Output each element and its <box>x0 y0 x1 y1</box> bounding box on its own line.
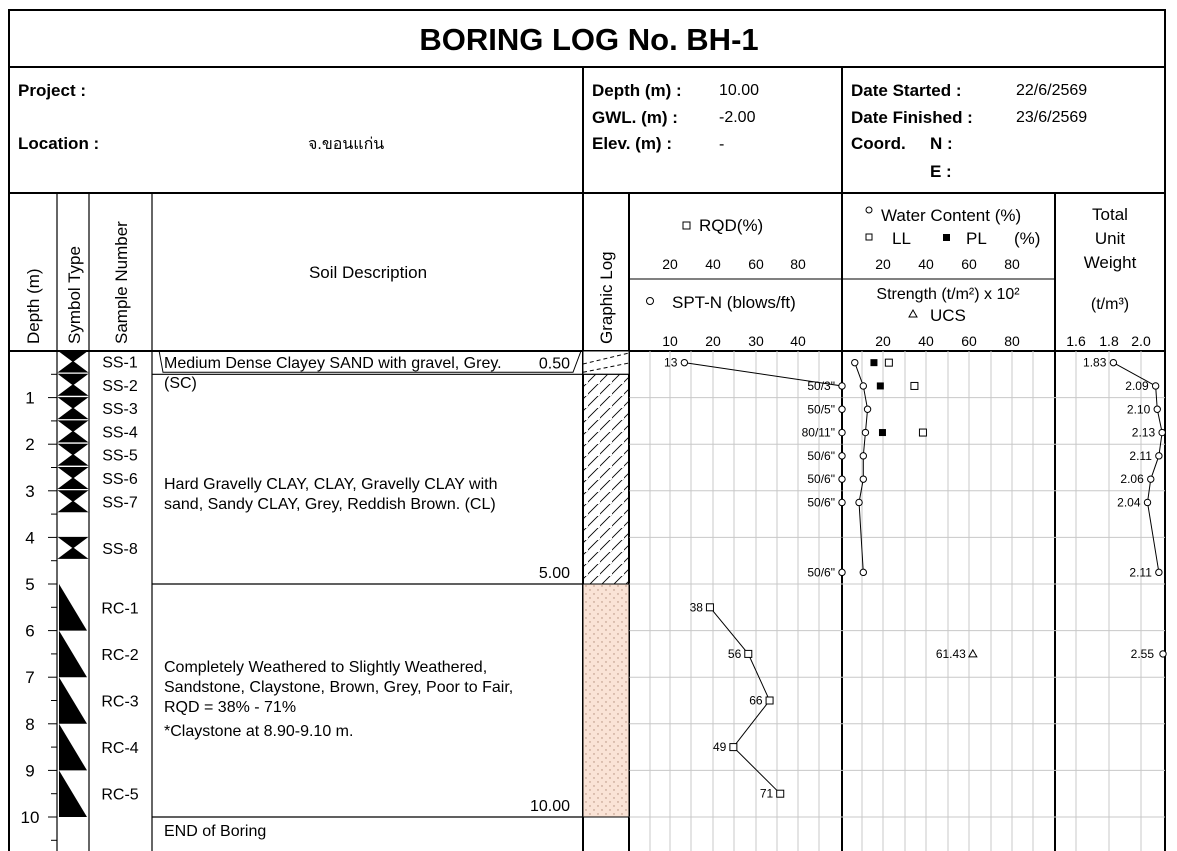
data-point <box>860 476 866 482</box>
gwl-label: GWL. (m) : <box>592 108 678 127</box>
depth-scale <box>21 374 57 840</box>
unit-weight-title-1: Total <box>1092 205 1128 224</box>
sample-number: RC-2 <box>101 646 139 664</box>
data-point <box>911 382 918 389</box>
unit-weight-title-2: Unit <box>1094 229 1126 248</box>
depth-tick-label: 2 <box>25 435 35 455</box>
layer-description-line: Medium Dense Clayey SAND with gravel, Grey. <box>164 355 502 372</box>
date-finished-label: Date Finished : <box>851 108 973 127</box>
rock-core-symbol <box>59 631 87 678</box>
graphic-log-sandstone <box>583 584 629 817</box>
tick-label: 80 <box>1004 333 1020 349</box>
rock-core-symbol <box>59 584 87 631</box>
rock-core-symbol <box>59 677 87 724</box>
sample-number: RC-5 <box>101 786 139 804</box>
data-point <box>681 359 687 365</box>
data-label: 38 <box>689 600 703 615</box>
spt-ticks <box>662 333 806 349</box>
tick-label: 60 <box>748 256 764 272</box>
series-line <box>684 363 842 573</box>
sample-number: SS-1 <box>102 354 138 372</box>
data-label: 49 <box>713 740 727 755</box>
data-label: 2.06 <box>1120 472 1144 487</box>
data-point <box>1144 499 1150 505</box>
data-point <box>839 406 845 412</box>
unit-weight-unit: (t/m³) <box>1090 296 1130 313</box>
data-point <box>1160 651 1166 657</box>
tick-label: 20 <box>662 256 678 272</box>
data-point <box>839 453 845 459</box>
data-label: 2.04 <box>1117 495 1141 510</box>
data-label: 50/6" <box>807 565 835 580</box>
elev-value: - <box>719 136 725 153</box>
data-label: 80/11" <box>801 425 835 440</box>
split-spoon-symbol <box>59 421 87 442</box>
date-started-label: Date Started : <box>851 81 962 100</box>
pct-unit: (%) <box>1014 229 1041 248</box>
data-label: 50/6" <box>807 495 835 510</box>
data-point <box>777 790 784 797</box>
data-point <box>969 650 977 657</box>
data-label: 13 <box>664 355 678 370</box>
elev-label: Elev. (m) : <box>592 134 672 153</box>
layer-description-line: Completely Weathered to Slightly Weathered, <box>164 659 488 677</box>
layer-description-line: *Claystone at 8.90-9.10 m. <box>164 723 354 741</box>
data-point <box>1156 453 1162 459</box>
spt-legend: SPT-N (blows/ft) <box>672 293 796 312</box>
data-point <box>870 359 877 366</box>
data-label: 2.11 <box>1129 448 1152 463</box>
split-spoon-symbol <box>59 491 87 512</box>
soil-layers <box>152 350 629 840</box>
data-label: 2.10 <box>1126 402 1151 417</box>
wc-legend: Water Content (%) <box>881 206 1022 225</box>
layer-depth-label: 0.50 <box>538 355 570 373</box>
split-spoon-symbol <box>59 537 87 558</box>
depth-tick-label: 10 <box>20 808 40 827</box>
tick-label: 2.0 <box>1131 333 1151 349</box>
rock-core-symbol <box>59 770 87 817</box>
split-spoon-symbol <box>59 398 87 419</box>
depth-tick-label: 6 <box>25 621 35 641</box>
tick-label: 1.8 <box>1099 333 1119 349</box>
data-label: 50/6" <box>807 448 835 463</box>
data-label: 50/6" <box>807 472 835 487</box>
data-label: 2.13 <box>1131 425 1156 440</box>
date-started-value: 22/6/2569 <box>1016 82 1088 99</box>
ll-legend-square <box>866 234 872 240</box>
data-point <box>877 382 884 389</box>
data-point <box>745 650 752 657</box>
data-point <box>852 359 858 365</box>
project-label: Project : <box>18 81 87 100</box>
tick-label: 40 <box>918 256 934 272</box>
data-point <box>839 499 845 505</box>
rqd-ticks <box>662 256 806 272</box>
header-block <box>18 81 1087 181</box>
strength-ticks <box>875 333 1020 349</box>
depth-tick-label: 9 <box>25 761 35 781</box>
tick-label: 1.6 <box>1066 333 1086 349</box>
data-label: 2.11 <box>1129 565 1152 580</box>
ucs-legend-triangle <box>909 310 917 317</box>
tick-label: 40 <box>918 333 934 349</box>
split-spoon-symbol <box>59 444 87 465</box>
series-line <box>1113 363 1162 573</box>
data-label: 1.83 <box>1083 355 1107 370</box>
depth-value: 10.00 <box>719 82 760 99</box>
location-value: จ.ขอนแก่น <box>308 136 385 153</box>
data-point <box>839 569 845 575</box>
sample-column <box>101 354 138 803</box>
column-headers <box>24 205 1151 349</box>
split-spoon-symbol <box>59 374 87 395</box>
sample-number: SS-5 <box>102 447 138 465</box>
sample-column-header: Sample Number <box>112 221 131 344</box>
data-label: 61.43 <box>935 646 966 661</box>
coord-label: Coord. <box>851 134 906 153</box>
sample-number: RC-1 <box>101 600 139 618</box>
sample-number: SS-3 <box>102 401 138 419</box>
data-label: 2.55 <box>1130 646 1154 661</box>
data-point <box>766 697 773 704</box>
pl-legend-square <box>943 234 950 241</box>
depth-tick-label: 1 <box>25 388 35 408</box>
depth-tick-label: 8 <box>25 714 35 734</box>
data-point <box>1148 476 1154 482</box>
data-label: 2.09 <box>1125 378 1149 393</box>
symbol-column-header: Symbol Type <box>65 246 84 344</box>
layer-description-line: (SC) <box>164 375 197 392</box>
data-point <box>839 476 845 482</box>
data-label: 50/3" <box>807 378 835 393</box>
log-title: BORING LOG No. BH-1 <box>419 22 759 57</box>
wc-legend-circle <box>866 207 872 213</box>
sample-number: SS-7 <box>102 494 138 512</box>
layer-description-line: RQD = 38% - 71% <box>164 699 297 717</box>
strength-legend: Strength (t/m²) x 10² <box>876 286 1020 303</box>
layer-description-line: Sandstone, Claystone, Brown, Grey, Poor to Fair, <box>164 679 514 697</box>
tick-label: 30 <box>748 333 764 349</box>
unit-weight-ticks <box>1066 333 1151 349</box>
depth-tick-label: 7 <box>25 668 35 688</box>
end-of-boring: END of Boring <box>164 823 267 840</box>
ucs-legend: UCS <box>930 306 966 325</box>
depth-tick-label: 4 <box>25 528 35 548</box>
data-point <box>1159 429 1165 435</box>
tick-label: 60 <box>961 333 977 349</box>
depth-column-header: Depth (m) <box>24 268 43 344</box>
sample-number: SS-4 <box>102 424 138 442</box>
tick-label: 20 <box>875 256 891 272</box>
tick-label: 40 <box>705 256 721 272</box>
tick-label: 20 <box>875 333 891 349</box>
coord-e-label: E : <box>930 162 952 181</box>
tick-label: 20 <box>705 333 721 349</box>
data-point <box>864 406 870 412</box>
rqd-legend-square <box>683 222 690 229</box>
sample-number: SS-8 <box>102 540 138 558</box>
data-point <box>862 429 868 435</box>
rock-core-symbol <box>59 724 87 771</box>
data-point <box>860 453 866 459</box>
ll-legend: LL <box>892 229 911 248</box>
data-point <box>839 383 845 389</box>
layer-depth-label: 5.00 <box>538 565 570 582</box>
tick-label: 10 <box>662 333 678 349</box>
tick-label: 80 <box>1004 256 1020 272</box>
data-point <box>856 499 862 505</box>
data-point <box>706 604 713 611</box>
sample-number: RC-3 <box>101 693 139 711</box>
description-column-header: Soil Description <box>308 263 428 282</box>
sample-number: RC-4 <box>101 740 139 758</box>
data-point <box>1110 359 1116 365</box>
depth-tick-label: 5 <box>25 575 35 594</box>
layer-depth-label: 10.00 <box>529 798 570 815</box>
data-point <box>919 429 926 436</box>
series-line <box>855 363 868 573</box>
unit-weight-title-3: Weight <box>1083 253 1137 272</box>
data-point <box>839 429 845 435</box>
plot-series <box>664 356 1166 801</box>
sample-number: SS-2 <box>102 377 138 395</box>
layer-description-line: sand, Sandy CLAY, Grey, Reddish Brown. (CL) <box>164 496 496 514</box>
data-label: 50/5" <box>807 402 835 417</box>
data-point <box>860 569 866 575</box>
wc-ticks <box>875 256 1020 272</box>
gwl-value: -2.00 <box>719 109 756 126</box>
split-spoon-symbol <box>59 351 87 372</box>
date-finished-value: 23/6/2569 <box>1016 109 1088 126</box>
data-point <box>730 744 737 751</box>
data-point <box>860 383 866 389</box>
data-point <box>1152 383 1158 389</box>
symbol-column <box>59 351 87 817</box>
layer-description-line: Hard Gravelly CLAY, CLAY, Gravelly CLAY with <box>164 476 498 494</box>
spt-legend-circle <box>647 298 654 305</box>
split-spoon-symbol <box>59 468 87 489</box>
data-label: 56 <box>727 646 742 661</box>
depth-tick-label: 3 <box>25 481 35 501</box>
tick-label: 60 <box>961 256 977 272</box>
data-point <box>1156 569 1162 575</box>
pl-legend: PL <box>966 229 987 248</box>
tick-label: 80 <box>790 256 806 272</box>
data-point <box>879 429 886 436</box>
plot-grids <box>629 351 1165 851</box>
sample-number: SS-6 <box>102 470 138 488</box>
depth-label: Depth (m) : <box>592 81 682 100</box>
graphic-log-clay <box>583 374 629 584</box>
coord-n-label: N : <box>930 134 953 153</box>
data-label: 66 <box>749 693 763 708</box>
data-point <box>1154 406 1160 412</box>
data-point <box>885 359 892 366</box>
data-label: 71 <box>759 786 774 801</box>
rqd-legend: RQD(%) <box>699 216 764 235</box>
location-label: Location : <box>18 134 100 153</box>
graphic-column-header: Graphic Log <box>597 251 616 344</box>
tick-label: 40 <box>790 333 806 349</box>
